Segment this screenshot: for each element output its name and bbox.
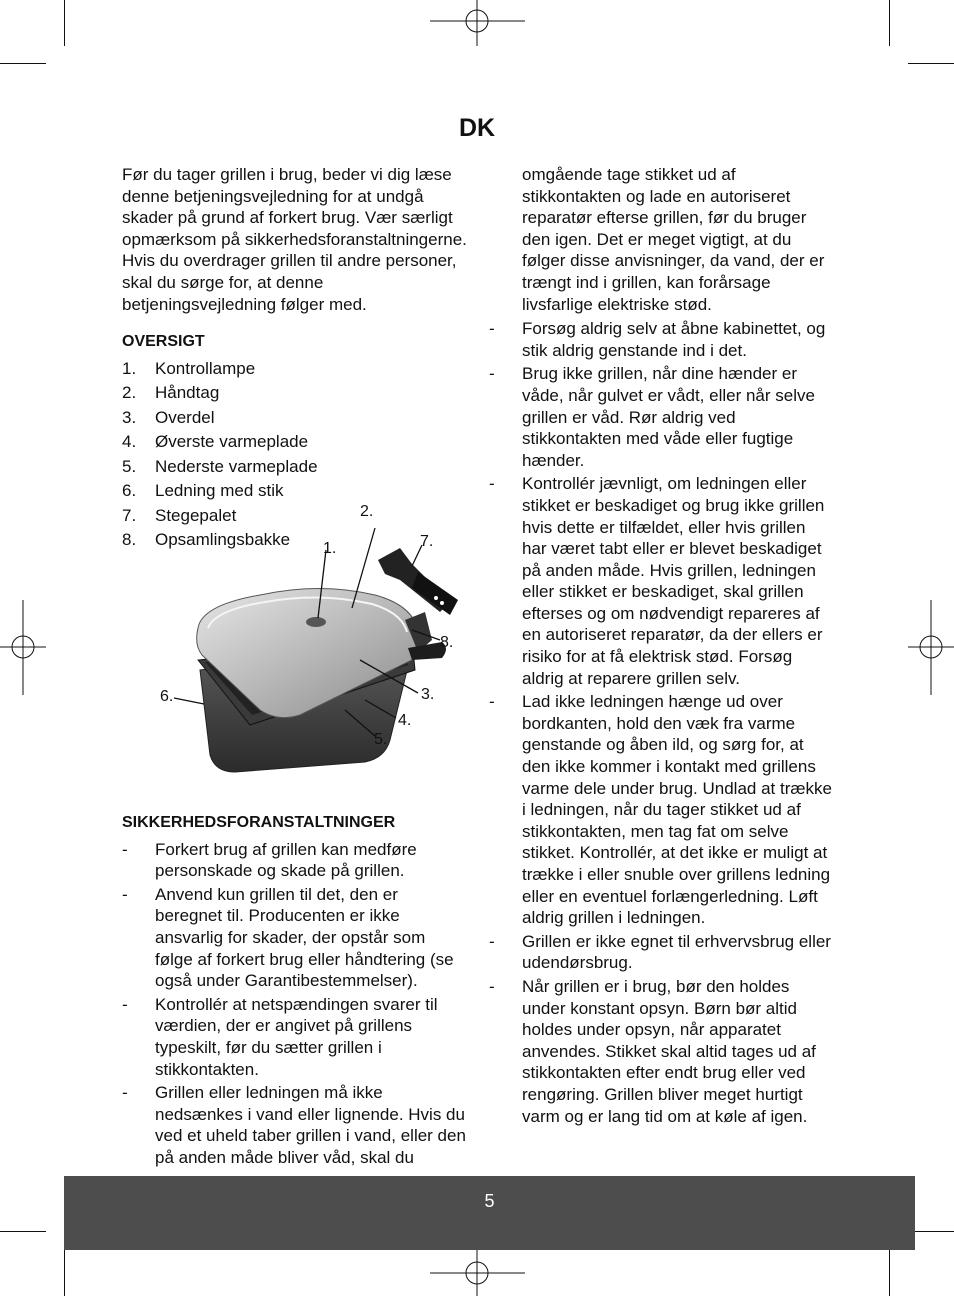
list-item: 1. Kontrollampe (122, 358, 256, 378)
list-item: 5. Nederste varmeplade (122, 456, 318, 476)
list-item: 2. Håndtag (122, 383, 220, 403)
language-heading: DK (458, 114, 496, 142)
overview-heading: OVERSIGT (122, 333, 205, 351)
callout-4: 4. (398, 712, 412, 729)
crop-mark (889, 1250, 890, 1296)
list-item: 8. Opsamlingsbakke (122, 530, 291, 550)
list-item: - Når grillen er i brug, bør den holdes under konstant opsyn. Børn bør altid holdes under opsyn, når apparatet anvendes. Stikket skal altid tages ud af stikkontakten efter endt brug eller ved rengøring. Grillen bliver meget hurtigt varm og er lang tid om at køle af igen. (489, 976, 816, 1126)
list-item: - Kontrollér at netspændingen svarer til værdien, der er angivet på grillens typeskilt, før du sætter grillen i stikkontakten. (122, 994, 438, 1079)
registration-mark-bottom (430, 1250, 525, 1296)
footer-bar (64, 1176, 915, 1250)
callout-8: 8. (440, 634, 454, 651)
crop-mark (908, 63, 954, 64)
list-item: - Brug ikke grillen, når dine hænder er våde, når gulvet er vådt, eller når selve grillen er våd. Rør aldrig ved stikkontakten med våde eller fugtige hænder. (489, 364, 815, 470)
callout-3: 3. (421, 686, 435, 703)
callout-2: 2. (360, 503, 374, 520)
list-item: 4. Øverste varmeplade (122, 432, 309, 452)
list-item: 6. Ledning med stik (122, 481, 284, 501)
registration-mark-top (430, 0, 525, 46)
intro-paragraph: Før du tager grillen i brug, beder vi dig læse denne betjeningsvejledning for at undgå skader på grund af forkert brug. Vær særligt opmærksom på sikkerhedsforanstaltningerne. Hvis du overdrager grillen til andre personer, skal du sørge for, at denne betjeningsvejledning følger med. (122, 165, 467, 314)
list-item: - Grillen er ikke egnet til erhvervsbrug eller udendørsbrug. (489, 931, 831, 973)
list-item: - Anvend kun grillen til det, den er beregnet til. Producenten er ikke ansvarlig for skader, der opstår som følge af forkert brug eller håndtering (se også under Garantibestemmelser). (122, 884, 454, 991)
crop-mark (64, 0, 65, 46)
continuation-paragraph: omgående tage stikket ud af stikkontakten og lade en autoriseret reparatør efterse grillen, før du bruger den igen. Det er meget vigtigt, at du følger disse anvisninger, da vand, der er trængt ind i grillen, kan forårsage livsfarlige elektriske stød. (522, 165, 825, 314)
list-item: 7. Stegepalet (122, 505, 237, 525)
crop-mark (889, 0, 890, 46)
page-number: 5 (484, 1191, 495, 1211)
registration-mark-right (908, 600, 954, 695)
list-item: 3. Overdel (122, 407, 215, 427)
callout-1: 1. (323, 540, 337, 557)
list-item: - Forkert brug af grillen kan medføre personskade og skade på grillen. (122, 839, 417, 881)
crop-mark (64, 1250, 65, 1296)
list-item: - Lad ikke ledningen hænge ud over bordkanten, hold den væk fra varme genstande og åben ild, og sørg for, at den ikke kommer i kontakt med grillens varme dele under brug. Undlad at trække i ledningen, når du tager stikket ud af stikkontakten, men tag fat om selve stikket. Kontrollér, at det ikke er muligt at trække i eller snuble over grillens ledning eller en eventuel forlængerledning. Løft aldrig grillen i ledningen. (489, 692, 832, 928)
crop-mark (0, 63, 46, 64)
list-item: - Grillen eller ledningen må ikke nedsænkes i vand eller lignende. Hvis du ved et uheld taber grillen i vand, eller den på anden måde bliver våd, skal du (122, 1083, 466, 1167)
callout-5: 5. (374, 731, 388, 748)
left-column (122, 164, 467, 554)
safety-list-right (489, 318, 834, 1127)
safety-list-left (122, 839, 467, 1169)
crop-mark (0, 1231, 46, 1232)
registration-mark-left (0, 600, 46, 695)
callout-6: 6. (160, 688, 174, 705)
safety-left-column (122, 812, 467, 1171)
right-column (489, 164, 834, 1129)
list-item: - Kontrollér jævnligt, om ledningen eller stikket er beskadiget og brug ikke grillen hvis dette er tilfældet, eller hvis grillen har været tabt eller er blevet beskadiget på anden måde. Hvis grillen, ledningen eller stikket er beskadiget, skal grillen efterses og om nødvendigt repareres af en autoriseret reparatør, da der ellers er risiko for at få elektrisk stød. Forsøg aldrig at reparere grillen selv. (489, 474, 825, 688)
callout-7: 7. (420, 533, 434, 550)
safety-heading: SIKKERHEDSFORANSTALTNINGER (122, 814, 396, 831)
list-item: - Forsøg aldrig selv at åbne kabinettet, og stik aldrig genstande ind i det. (489, 319, 826, 360)
